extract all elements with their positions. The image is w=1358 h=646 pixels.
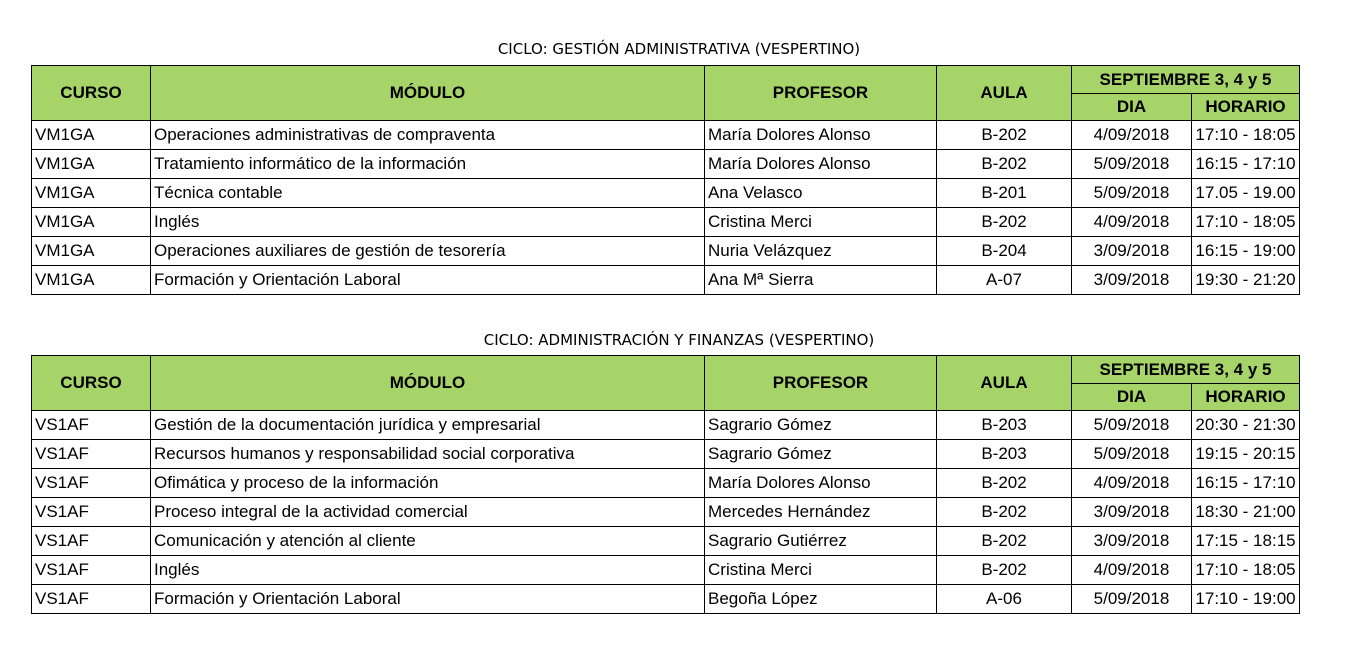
table-row	[32, 498, 1300, 527]
cell-profesor: Sagrario Gómez	[705, 440, 937, 469]
cell-horario: 16:15 - 17:10	[1192, 150, 1300, 179]
header-horario: HORARIO	[1192, 384, 1300, 411]
cell-horario: 16:15 - 17:10	[1192, 469, 1300, 498]
table-row	[32, 440, 1300, 469]
cell-aula: B-202	[937, 527, 1072, 556]
cell-curso: VM1GA	[32, 179, 151, 208]
cell-aula: B-203	[937, 411, 1072, 440]
cell-modulo: Proceso integral de la actividad comercial	[151, 498, 705, 527]
cell-aula: B-204	[937, 237, 1072, 266]
cell-dia: 5/09/2018	[1072, 179, 1192, 208]
cell-aula: B-202	[937, 556, 1072, 585]
header-curso: CURSO	[32, 66, 151, 121]
cell-modulo: Operaciones administrativas de compraventa	[151, 121, 705, 150]
cell-dia: 3/09/2018	[1072, 237, 1192, 266]
cell-dia: 5/09/2018	[1072, 585, 1192, 614]
cell-aula: B-201	[937, 179, 1072, 208]
table-row	[32, 208, 1300, 237]
cell-modulo: Técnica contable	[151, 179, 705, 208]
header-curso: CURSO	[32, 356, 151, 411]
cell-curso: VM1GA	[32, 237, 151, 266]
cell-curso: VS1AF	[32, 440, 151, 469]
cell-modulo: Inglés	[151, 556, 705, 585]
cell-dia: 3/09/2018	[1072, 498, 1192, 527]
cell-profesor: Mercedes Hernández	[705, 498, 937, 527]
header-aula: AULA	[937, 66, 1072, 121]
cell-profesor: Cristina Merci	[705, 208, 937, 237]
cell-curso: VM1GA	[32, 121, 151, 150]
cell-modulo: Ofimática y proceso de la información	[151, 469, 705, 498]
cell-aula: B-202	[937, 208, 1072, 237]
cell-modulo: Recursos humanos y responsabilidad social corporativa	[151, 440, 705, 469]
cell-dia: 5/09/2018	[1072, 150, 1192, 179]
table-body-finanzas	[32, 411, 1300, 614]
cell-profesor: Sagrario Gómez	[705, 411, 937, 440]
cell-profesor: Cristina Merci	[705, 556, 937, 585]
table-row	[32, 266, 1300, 295]
cell-curso: VS1AF	[32, 498, 151, 527]
cell-curso: VM1GA	[32, 266, 151, 295]
cell-dia: 4/09/2018	[1072, 469, 1192, 498]
cell-horario: 17:10 - 18:05	[1192, 556, 1300, 585]
cell-modulo: Operaciones auxiliares de gestión de tesorería	[151, 237, 705, 266]
table-row	[32, 121, 1300, 150]
cell-profesor: Begoña López	[705, 585, 937, 614]
cell-dia: 3/09/2018	[1072, 527, 1192, 556]
cell-curso: VM1GA	[32, 208, 151, 237]
header-fechas: SEPTIEMBRE 3, 4 y 5	[1072, 356, 1300, 384]
cell-profesor: Ana Mª Sierra	[705, 266, 937, 295]
cell-modulo: Formación y Orientación Laboral	[151, 266, 705, 295]
cell-aula: B-203	[937, 440, 1072, 469]
cell-profesor: Sagrario Gutiérrez	[705, 527, 937, 556]
cell-curso: VS1AF	[32, 411, 151, 440]
cell-aula: B-202	[937, 150, 1072, 179]
cell-horario: 19:30 - 21:20	[1192, 266, 1300, 295]
cell-curso: VM1GA	[32, 150, 151, 179]
cell-modulo: Tratamiento informático de la información	[151, 150, 705, 179]
cell-profesor: Nuria Velázquez	[705, 237, 937, 266]
table-body-gestion	[32, 121, 1300, 295]
cell-horario: 17:10 - 18:05	[1192, 121, 1300, 150]
header-horario: HORARIO	[1192, 94, 1300, 121]
header-modulo: MÓDULO	[151, 66, 705, 121]
header-profesor: PROFESOR	[705, 356, 937, 411]
cell-dia: 5/09/2018	[1072, 440, 1192, 469]
cell-dia: 4/09/2018	[1072, 208, 1192, 237]
cell-dia: 4/09/2018	[1072, 556, 1192, 585]
header-modulo: MÓDULO	[151, 356, 705, 411]
table-row	[32, 585, 1300, 614]
cell-modulo: Formación y Orientación Laboral	[151, 585, 705, 614]
table-caption-gestion: CICLO: GESTIÓN ADMINISTRATIVA (VESPERTINO)	[497, 40, 861, 58]
cell-horario: 17:10 - 18:05	[1192, 208, 1300, 237]
cell-modulo: Gestión de la documentación jurídica y empresarial	[151, 411, 705, 440]
schedule-table-gestion	[31, 65, 1300, 295]
cell-aula: A-06	[937, 585, 1072, 614]
cell-profesor: María Dolores Alonso	[705, 150, 937, 179]
table-row	[32, 179, 1300, 208]
table-row	[32, 150, 1300, 179]
header-profesor: PROFESOR	[705, 66, 937, 121]
cell-curso: VS1AF	[32, 585, 151, 614]
schedule-table-finanzas	[31, 355, 1300, 614]
table-row	[32, 556, 1300, 585]
header-fechas: SEPTIEMBRE 3, 4 y 5	[1072, 66, 1300, 94]
cell-profesor: María Dolores Alonso	[705, 469, 937, 498]
cell-modulo: Inglés	[151, 208, 705, 237]
cell-curso: VS1AF	[32, 469, 151, 498]
table-row	[32, 469, 1300, 498]
cell-horario: 18:30 - 21:00	[1192, 498, 1300, 527]
cell-horario: 17:15 - 18:15	[1192, 527, 1300, 556]
cell-aula: A-07	[937, 266, 1072, 295]
cell-dia: 3/09/2018	[1072, 266, 1192, 295]
cell-curso: VS1AF	[32, 527, 151, 556]
cell-aula: B-202	[937, 121, 1072, 150]
cell-dia: 4/09/2018	[1072, 121, 1192, 150]
cell-aula: B-202	[937, 498, 1072, 527]
header-dia: DIA	[1072, 384, 1192, 411]
header-dia: DIA	[1072, 94, 1192, 121]
cell-horario: 19:15 - 20:15	[1192, 440, 1300, 469]
cell-aula: B-202	[937, 469, 1072, 498]
table-row	[32, 527, 1300, 556]
table-row	[32, 237, 1300, 266]
table-row	[32, 411, 1300, 440]
header-aula: AULA	[937, 356, 1072, 411]
cell-dia: 5/09/2018	[1072, 411, 1192, 440]
cell-horario: 17.05 - 19.00	[1192, 179, 1300, 208]
table-caption-finanzas: CICLO: ADMINISTRACIÓN Y FINANZAS (VESPERTINO)	[483, 331, 875, 349]
cell-horario: 17:10 - 19:00	[1192, 585, 1300, 614]
cell-modulo: Comunicación y atención al cliente	[151, 527, 705, 556]
cell-horario: 20:30 - 21:30	[1192, 411, 1300, 440]
cell-profesor: María Dolores Alonso	[705, 121, 937, 150]
cell-curso: VS1AF	[32, 556, 151, 585]
cell-profesor: Ana Velasco	[705, 179, 937, 208]
cell-horario: 16:15 - 19:00	[1192, 237, 1300, 266]
